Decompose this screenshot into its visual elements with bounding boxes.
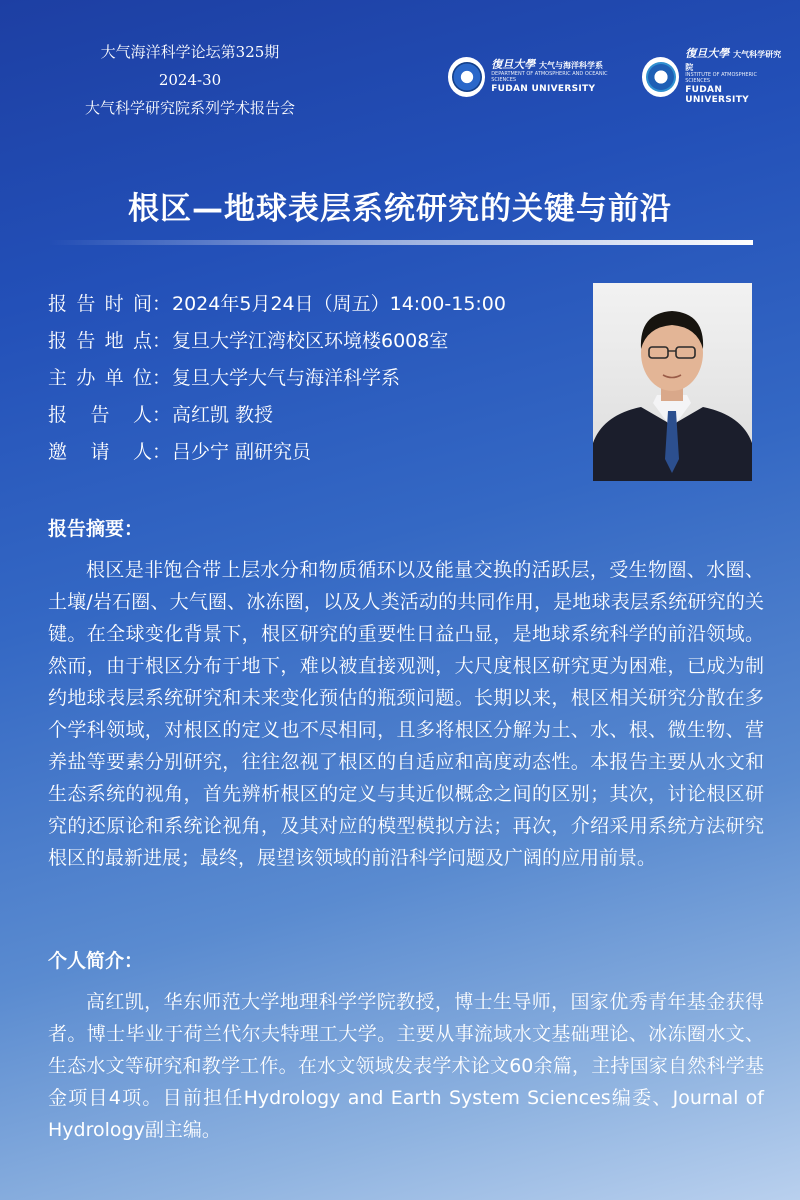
logo-dept-en: DEPARTMENT OF ATMOSPHERIC AND OCEANIC SCIENCES — [491, 71, 608, 83]
fudan-aos-logo — [448, 57, 624, 97]
abstract-text: 根区是非饱合带上层水分和物质循环以及能量交换的活跃层，受生物圈、水圈、土壤/岩石圈、大气圈、冰冻圈，以及人类活动的共同作用，是地球表层系统研究的关键。在全球变化背景下，根区研究的重要性日益凸显，是地球系统科学的前沿领域。然而，由于根区分布于地下，难以被直接观测，大尺度根区研究更为困难，已成为制约地球表层系统研究和未来变化预估的瓶颈问题。长期以来，根区相关研究分散在多个学科领域，对根区的定义也不尽相同，且多将根区分解为土、水、根、微生物、营养盐等要素分别研究，往往忽视了根区的自适应和高度动态性。本报告主要从水文和生态系统的视角，首先辨析根区的定义与其近似概念之间的区别；其次，讨论根区研究的还原论和系统论视角，及其对应的模型模拟方法；再次，介绍采用系统方法研究根区的最新进展；最终，展望该领域的前沿科学问题及广阔的应用前景。 — [48, 559, 764, 869]
abstract-heading: 报告摘要： — [48, 518, 144, 540]
info-value: 复旦大学江湾校区环境楼6008室 — [172, 330, 449, 352]
title-divider — [48, 240, 753, 245]
info-label: 报告人 — [48, 404, 152, 426]
info-label: 报告地点 — [48, 330, 152, 352]
info-value: 吕少宁 副研究员 — [172, 441, 312, 463]
info-row-location: 报告地点 ： 复旦大学江湾校区环境楼6008室 — [48, 327, 506, 364]
logo-bar — [448, 48, 800, 105]
speaker-photo — [593, 283, 752, 481]
fudan-emblem-icon — [448, 57, 485, 97]
logo-university-cn: 復旦大學 大气科学研究院 — [685, 47, 782, 72]
forum-header — [40, 38, 340, 122]
info-label: 报告时间 — [48, 293, 152, 315]
info-value: 高红凯 教授 — [172, 404, 274, 426]
info-row-time: 报告时间 ： 2024年5月24日（周五）14:00-15:00 — [48, 290, 506, 327]
logo-university-cn: 復旦大學 大气与海洋科学系 — [491, 58, 604, 72]
speaker-portrait — [593, 283, 752, 481]
info-label: 主办单位 — [48, 367, 152, 389]
fudan-ias-logo — [642, 48, 782, 105]
talk-info — [48, 290, 506, 475]
info-row-inviter: 邀请人 ： 吕少宁 副研究员 — [48, 438, 506, 475]
info-row-speaker: 报告人 ： 高红凯 教授 — [48, 401, 506, 438]
forum-issue: 大气海洋科学论坛第325期 — [100, 43, 280, 61]
forum-serial: 2024-30 — [158, 71, 222, 89]
logo-university-en: FUDAN UNIVERSITY — [491, 83, 596, 94]
info-row-host: 主办单位 ： 复旦大学大气与海洋科学系 — [48, 364, 506, 401]
bio-text: 高红凯，华东师范大学地理科学学院教授，博士生导师，国家优秀青年基金获得者。博士毕业于荷兰代尔夫特理工大学。主要从事流域水文基础理论、冰冻圈水文、生态水文等研究和教学工作。在水文领域发表学术论文60余篇，主持国家自然科学基金项目4项。目前担任Hydrology and Earth System Sciences编委、Journal of Hydrology副主编。 — [48, 991, 764, 1141]
info-label: 邀请人 — [48, 441, 152, 463]
logo-university-en: FUDAN UNIVERSITY — [685, 84, 749, 106]
logo-institute-en: INSTITUTE OF ATMOSPHERIC SCIENCES — [685, 72, 757, 85]
bio-heading: 个人简介： — [48, 950, 144, 972]
info-value: 2024年5月24日（周五）14:00-15:00 — [172, 293, 506, 315]
talk-title: 根区—地球表层系统研究的关键与前沿 — [128, 191, 672, 227]
forum-series: 大气科学研究院系列学术报告会 — [84, 99, 295, 117]
info-value: 复旦大学大气与海洋科学系 — [172, 367, 401, 389]
institute-emblem-icon — [642, 57, 679, 97]
